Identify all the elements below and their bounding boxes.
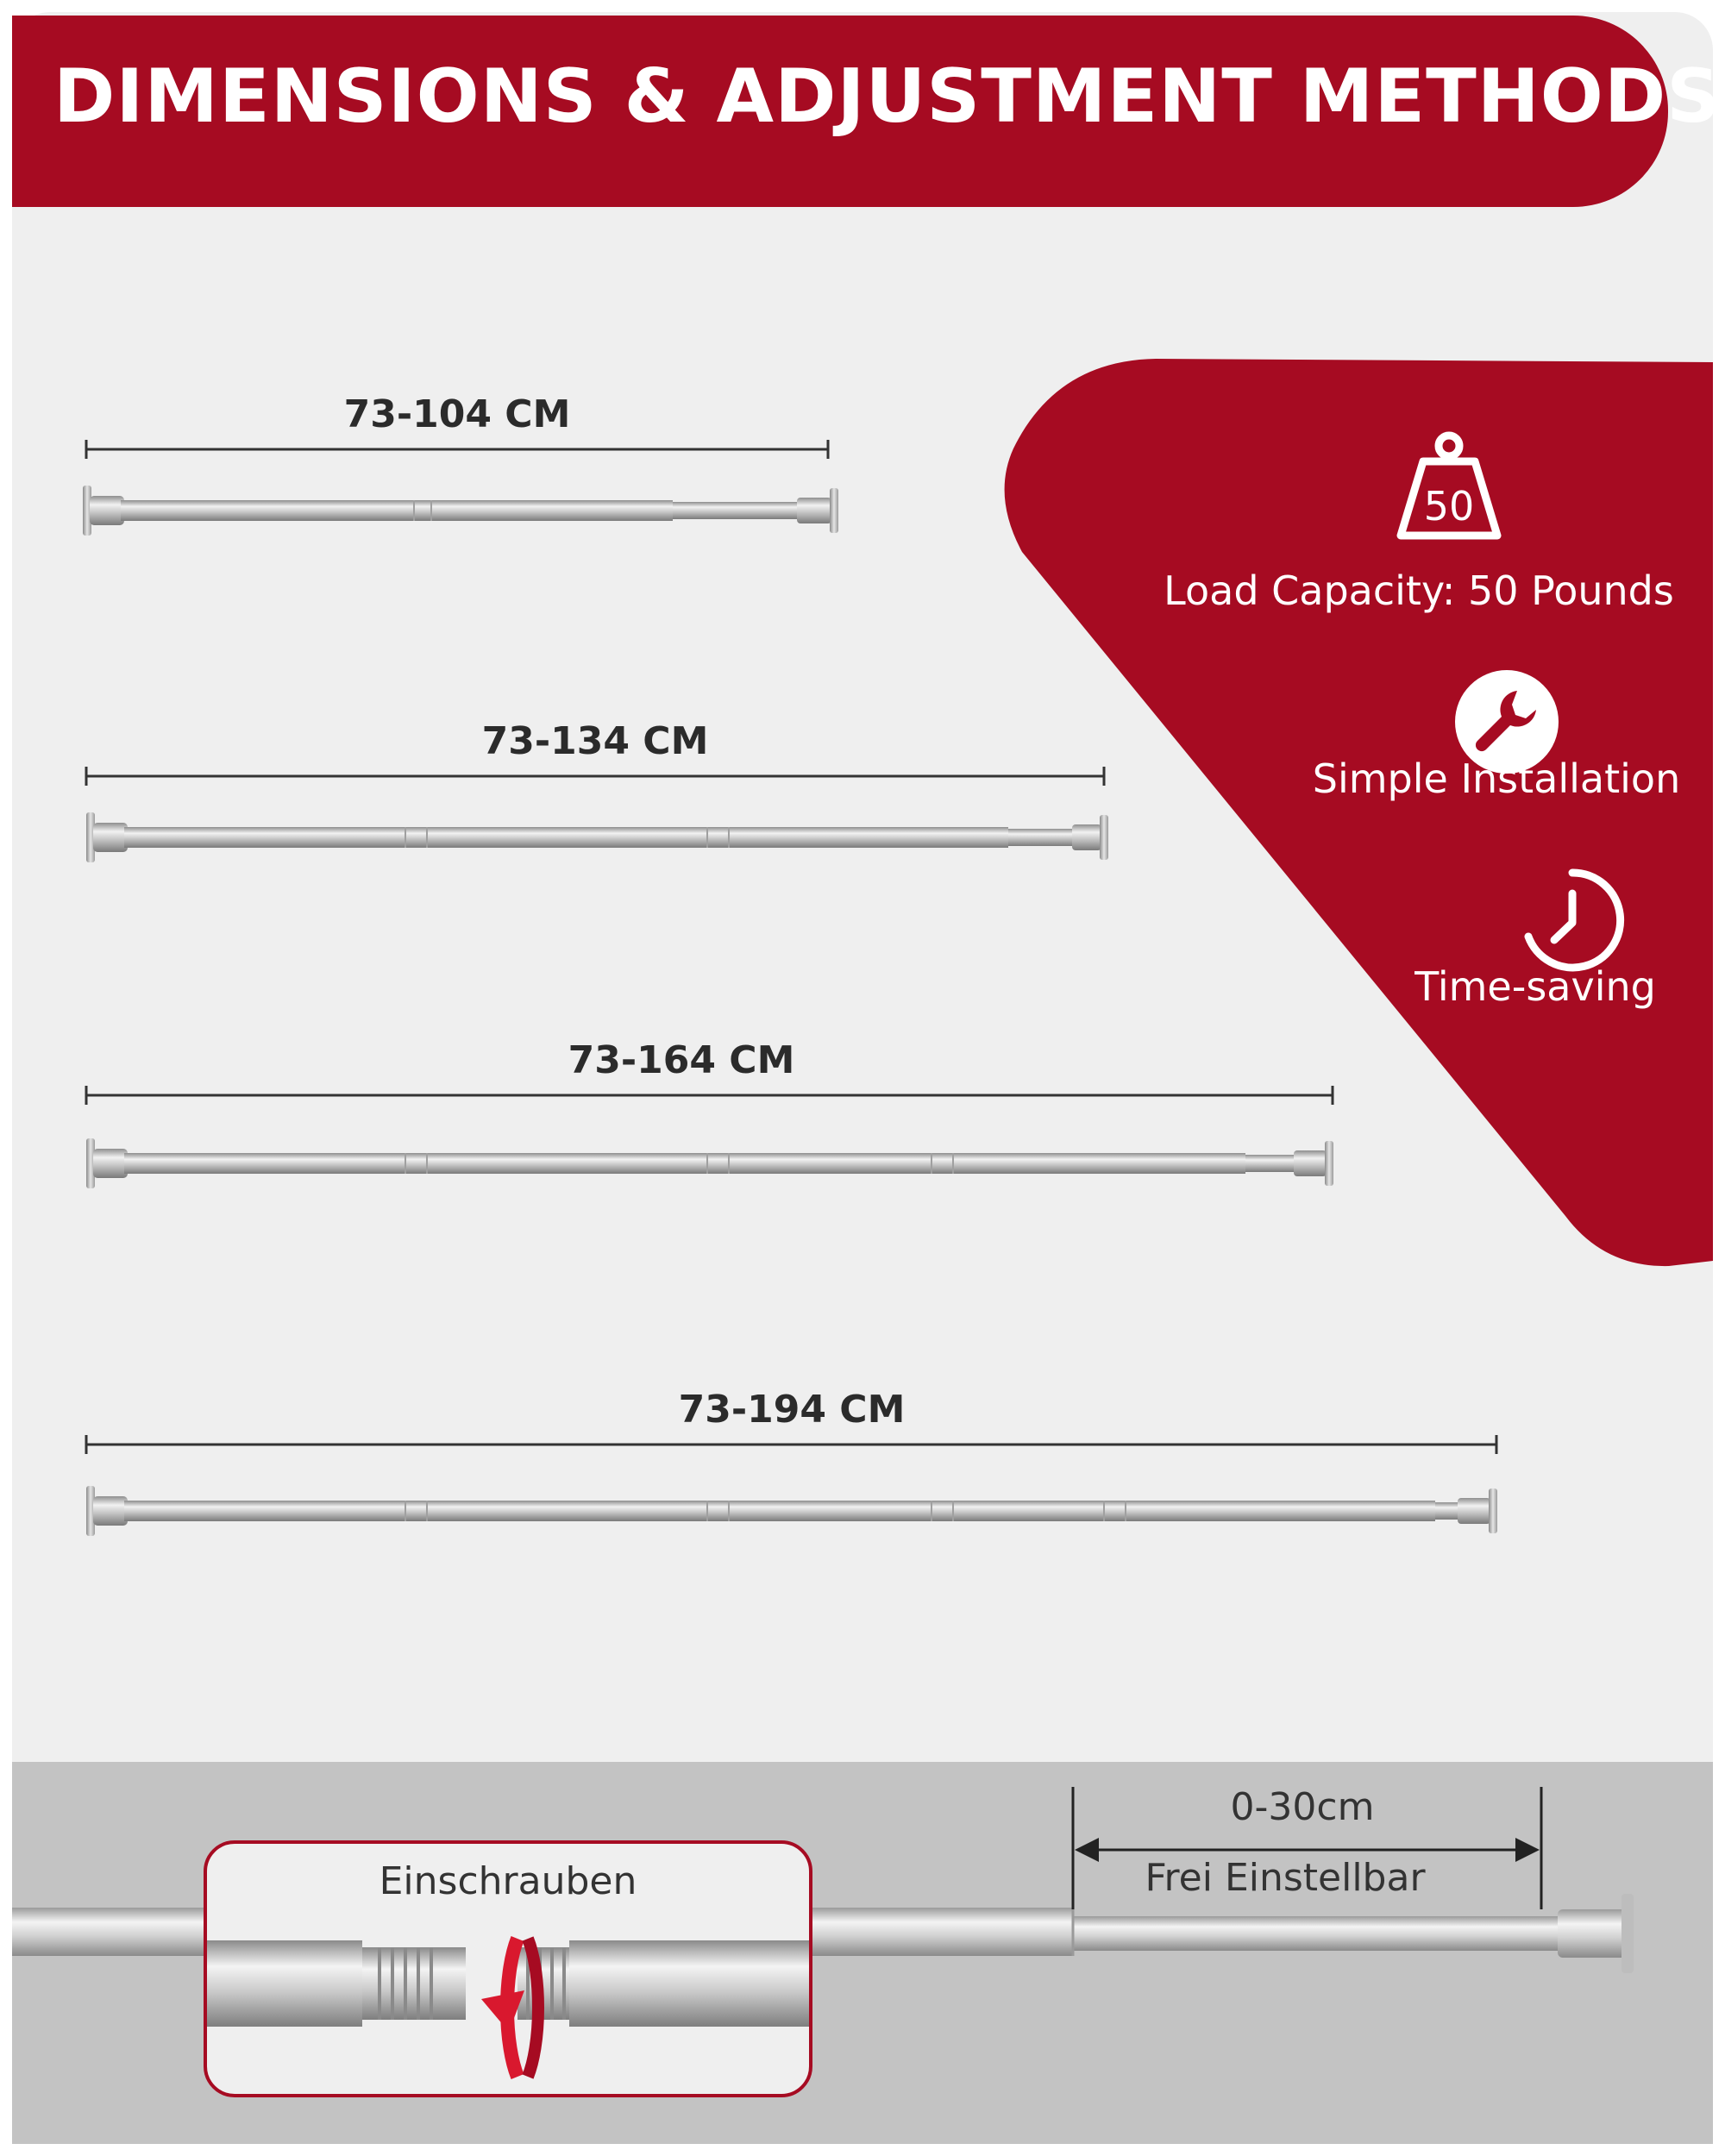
adjustment-range-description: Frei Einstellbar [1145, 1856, 1426, 1900]
screw-in-label: Einschrauben [379, 1859, 637, 1903]
feature-time-saving: Time-saving [1414, 963, 1656, 1010]
page-title: DIMENSIONS & ADJUSTMENT METHODS [53, 53, 1722, 140]
screw-thread-illustration [207, 1844, 809, 2094]
adjustment-range-label: 0-30cm [1230, 1785, 1375, 1829]
rod-4-dimension-label: 73-194 CM [678, 1388, 906, 1432]
rod-1-dimension-label: 73-104 CM [343, 392, 571, 436]
screw-in-callout [204, 1840, 812, 2097]
feature-simple-installation: Simple Installation [1312, 755, 1681, 802]
feature-load-capacity: Load Capacity: 50 Pounds [1164, 567, 1674, 614]
rod-2-dimension-label: 73-134 CM [481, 719, 709, 763]
weight-icon-number: 50 [1423, 483, 1475, 530]
rod-3-dimension-label: 73-164 CM [568, 1038, 795, 1082]
